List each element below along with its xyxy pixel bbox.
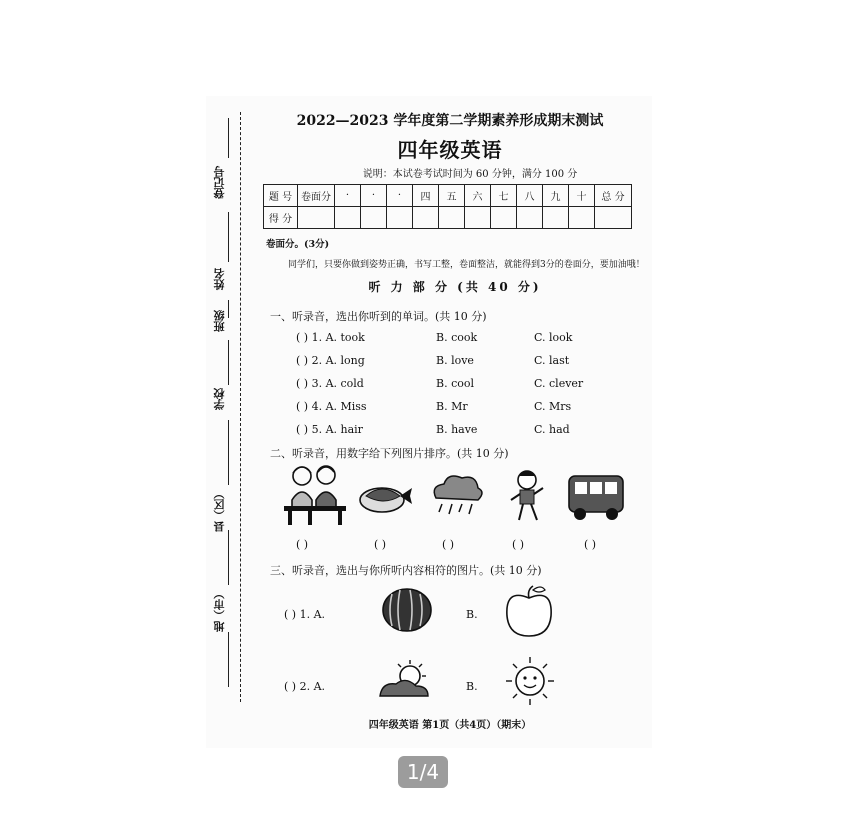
q1-option-b: B. have: [436, 423, 478, 436]
score-cell: ·: [387, 185, 413, 207]
score-cell: 卷面分: [298, 185, 335, 207]
score-blank[interactable]: [517, 207, 543, 229]
watermelon-icon: [380, 586, 434, 634]
reg-line: [228, 118, 229, 158]
county-label: 县（区）: [213, 488, 226, 532]
q1-option-b: B. Mr: [436, 400, 468, 413]
q2-blank[interactable]: ( ): [442, 538, 455, 551]
score-cell: 题 号: [264, 185, 298, 207]
name-line: [228, 212, 229, 262]
score-blank[interactable]: [569, 207, 595, 229]
page-indicator: 1/4: [398, 756, 448, 788]
boy-icon: [505, 466, 551, 526]
school-label: 学校: [213, 388, 226, 410]
q1-option-c: C. had: [534, 423, 570, 436]
page-footer: 四年级英语 第1页（共4页）（期末）: [368, 720, 532, 731]
q1-option-c: C. clever: [534, 377, 584, 390]
q2-blank[interactable]: ( ): [296, 538, 309, 551]
city-label: 地（市）: [213, 588, 226, 632]
fish-dish-icon: [356, 474, 414, 518]
score-blank[interactable]: [387, 207, 413, 229]
score-blank[interactable]: [465, 207, 491, 229]
q1-option-c: C. last: [534, 354, 570, 367]
score-cell: ·: [335, 185, 361, 207]
q1-option-b: B. love: [436, 354, 474, 367]
q3-option-b: B.: [466, 608, 478, 621]
neatness-text: 同学们，只要你做到姿势正确，书写工整，卷面整洁，就能得到3分的卷面分，要加油哦！: [288, 260, 645, 270]
q1-item-number: ( ) 5. A. hair: [296, 423, 363, 436]
city-line: [228, 530, 229, 585]
score-cell: 七: [491, 185, 517, 207]
score-cell: 五: [439, 185, 465, 207]
apple-icon: [503, 582, 555, 640]
q3-option-b: B.: [466, 680, 478, 693]
cloudy-sun-icon: [376, 658, 432, 702]
class-line: [228, 300, 229, 318]
score-blank[interactable]: [335, 207, 361, 229]
grandparents-icon: [280, 460, 350, 528]
score-table-header-row: [264, 185, 632, 207]
q1-option-c: C. look: [534, 331, 573, 344]
sun-icon: [502, 654, 558, 708]
q1-option-b: B. cook: [436, 331, 478, 344]
q2-blank[interactable]: ( ): [584, 538, 597, 551]
q2-blank[interactable]: ( ): [374, 538, 387, 551]
q1-heading: 一、听录音，选出你听到的单词。(共 10 分): [270, 310, 487, 323]
neatness-label: 卷面分。(3分): [266, 239, 330, 250]
score-cell: 总 分: [595, 185, 632, 207]
score-cell: 四: [413, 185, 439, 207]
q2-blank[interactable]: ( ): [512, 538, 525, 551]
exam-note: 说明：本试卷考试时间为 60 分钟，满分 100 分: [362, 169, 578, 180]
q2-heading: 二、听录音，用数字给下列图片排序。(共 10 分): [270, 447, 509, 460]
county-line: [228, 420, 229, 485]
school-line: [228, 340, 229, 385]
name-label: 姓名: [213, 268, 226, 290]
q1-item-number: ( ) 4. A. Miss: [296, 400, 367, 413]
rain-cloud-icon: [428, 472, 484, 522]
score-blank[interactable]: [361, 207, 387, 229]
reg-label: 登记号: [213, 166, 226, 199]
score-table: [263, 184, 632, 229]
score-cell: 九: [543, 185, 569, 207]
exam-title: 2022—2023 学年度第二学期素养形成期末测试: [296, 113, 604, 129]
class-label: 班级: [213, 310, 226, 332]
q1-item-number: ( ) 1. A. took: [296, 331, 365, 344]
q1-option-c: C. Mrs: [534, 400, 572, 413]
score-blank[interactable]: [439, 207, 465, 229]
score-cell: 十: [569, 185, 595, 207]
score-blank[interactable]: [491, 207, 517, 229]
score-blank[interactable]: [298, 207, 335, 229]
q3-heading: 三、听录音，选出与你所听内容相符的图片。(共 10 分): [270, 564, 542, 577]
exam-subtitle: 四年级英语: [397, 138, 503, 162]
score-cell: 八: [517, 185, 543, 207]
score-table-score-row: [264, 207, 632, 229]
bus-icon: [566, 470, 626, 524]
q1-option-b: B. cool: [436, 377, 475, 390]
city-underline: [228, 632, 229, 687]
q1-item-number: ( ) 2. A. long: [296, 354, 365, 367]
q1-item-number: ( ) 3. A. cold: [296, 377, 364, 390]
binding-line: [240, 112, 241, 702]
score-blank[interactable]: [543, 207, 569, 229]
score-blank[interactable]: [595, 207, 632, 229]
score-blank[interactable]: [413, 207, 439, 229]
listening-section-title: 听 力 部 分 (共 40 分): [368, 280, 542, 294]
score-cell: 六: [465, 185, 491, 207]
q3-item-number[interactable]: ( ) 1. A.: [284, 608, 326, 621]
q3-item-number[interactable]: ( ) 2. A.: [284, 680, 326, 693]
score-cell: ·: [361, 185, 387, 207]
score-row-label: 得 分: [264, 207, 298, 229]
